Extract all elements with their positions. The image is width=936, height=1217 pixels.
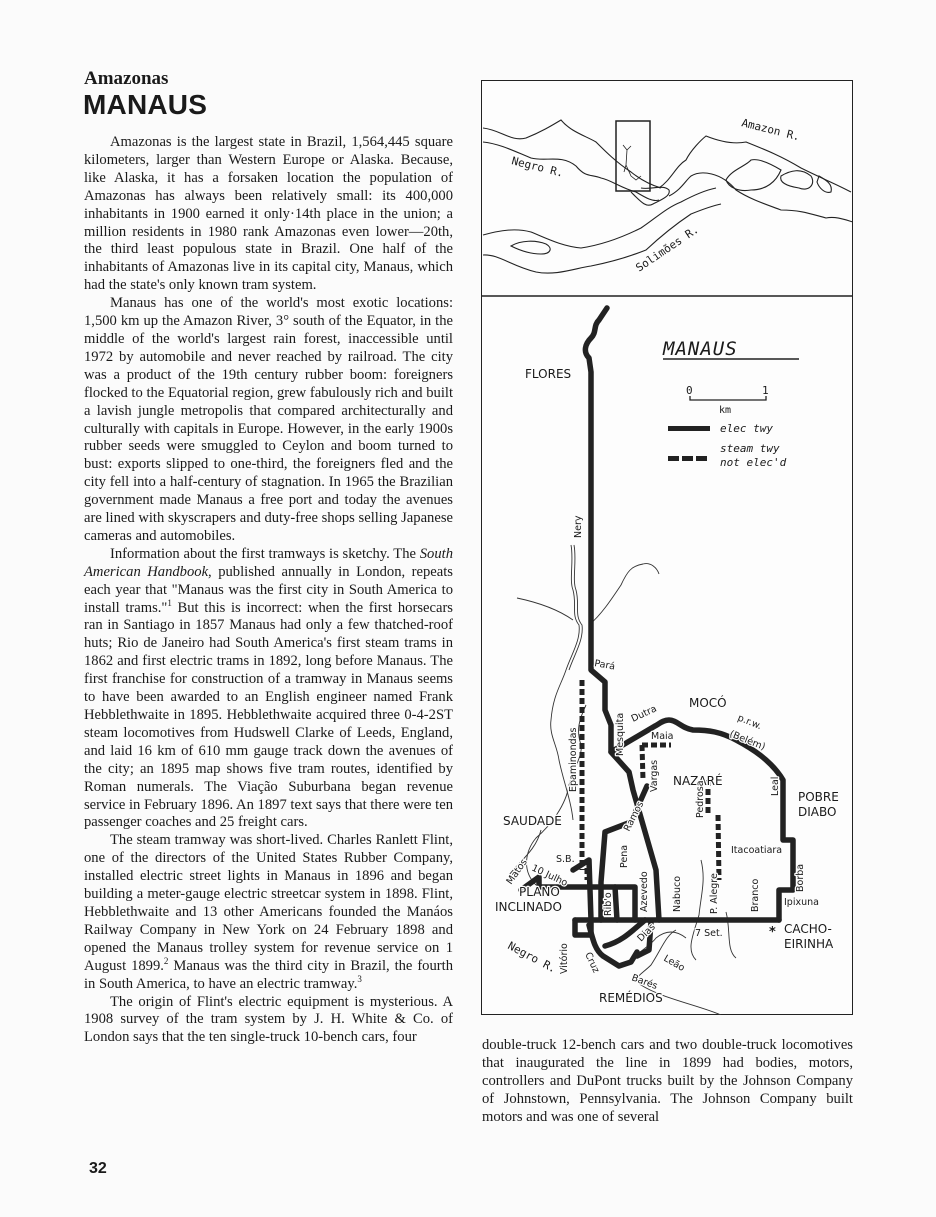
street-matos: Matos (504, 857, 530, 887)
electric-tramway-lines (521, 308, 793, 966)
street-nabuco: Nabuco (672, 875, 683, 912)
legend-steam-label-2: not elec'd (720, 456, 787, 469)
scale-bar (690, 396, 766, 400)
street-cruz: Cruz (582, 950, 602, 975)
section-label: Amazonas (84, 68, 169, 89)
street-branco: Branco (750, 878, 761, 912)
solimoes-river-label: Solimões R. (633, 222, 702, 275)
paragraph: Manaus has one of the world's most exotic locations: 1,500 km up the Amazon River, 3° south of the Equator, in the middle of the world's largest rain forest, inaccessible until 1972 by automobile and never reached by railroad. The city was a product of the 19th century rubber boom: foreigners flocked to the Equatorial region, grew fabulously rich and built a lavish jungle metropolis that compared architecturally and culturally with capitals in Europe. However, in the early 1900s rubber seeds were smuggled to Ceylon and boom turned to bust: exports slipped to one-third, the foreigners fled and the city fell into a half-century of stagnation. In 1965 the Brazilian government made Manaus a free port and today the avenues are lined with skyscrapers and duty-free shops selling Japanese cameras and automobiles. (84, 295, 453, 544)
paragraph-text: The steam tramway was short-lived. Charles Ranlett Flint, one of the directors of the United States Rubber Company, installed electric street lights in Manaus in 1896 and began building a meter-gauge electric streetcar system in 1898. Flint, Hebblethwaite and 13 other Americans founded the Manáos Railway Company in New York on 24 February 1898 and opened the Manaus trolley system for revenue service on 1 August 1899. (84, 832, 453, 974)
solimoes-island (511, 241, 550, 254)
district-plano-inclinado-2: INCLINADO (495, 900, 562, 914)
paragraph: Amazonas is the largest state in Brazil, 1,564,445 square kilometers, larger than Western Europe or Alaska. Because, like Alaska, it has a forsaken location the population of Amazonas has always been relatively small: its 400,000 inhabitants in 1900 earned it only·14th place in the union; a million residents in 1980 rank Amazonas even lower—20th, the third least populous state in Brazil. One half of the inhabitants of Amazonas live in its capital city, Manaus, which had the state's only known tram system. (84, 134, 453, 294)
map-title: MANAUS (663, 338, 738, 360)
district-flores: FLORES (525, 367, 572, 381)
azevedo-link (615, 887, 617, 920)
amazon-island (726, 160, 781, 191)
street-leal: Leal (770, 776, 781, 796)
scale-unit: km (719, 405, 732, 416)
district-cachoeirinha-1: CACHO- (784, 922, 832, 936)
street-sb: S.B. (556, 854, 575, 865)
legend-steam-label: steam twy (720, 442, 780, 455)
street-dutra: Dutra (629, 703, 659, 725)
district-moco: MOCÓ (689, 696, 727, 710)
locator-detail (623, 145, 641, 180)
negro-north-bank (483, 120, 661, 188)
manaus-tram-map (481, 80, 853, 1015)
street-itacoatiara: Itacoatiara (731, 845, 783, 856)
street-azevedo: Azevedo (639, 871, 650, 912)
scale-end: 1 (762, 384, 769, 397)
right-column (482, 1037, 853, 1127)
paragraph (84, 546, 453, 833)
street-borba: Borba (795, 863, 806, 892)
stream (691, 860, 703, 960)
cachoeirinha-marker: * (769, 925, 776, 940)
manaus-locator-box (616, 121, 650, 191)
legend-electric-label: elec twy (720, 422, 773, 435)
street-pena: Pena (619, 844, 630, 868)
amazon-island (781, 171, 813, 189)
street-leao: Leão (661, 953, 687, 974)
street-pedrosa: Pedrosa (695, 780, 706, 818)
district-pobre-diabo-2: DIABO (798, 805, 837, 819)
stream (517, 598, 573, 620)
scale-start: 0 (686, 384, 693, 397)
district-nazare: NAZARÉ (673, 774, 723, 788)
page-number: 32 (89, 1160, 107, 1177)
paragraph-text: Manaus was the third city in Brazil, the fourth in South America, to have an electric tramway. (84, 957, 453, 992)
street-vitorio: Vitório (559, 943, 570, 974)
street-bares: Barés (629, 972, 659, 993)
street-ipixuna: Ipixuna (784, 897, 819, 908)
paragraph: double-truck 12-bench cars and two double-truck locomotives that inaugurated the line in 1899 had bodies, motors, controllers and DuPont trucks built by the Johnson Company of Johnstown, Pennsylvania. The Johnson Company built motors and was one of several (482, 1037, 853, 1125)
legend-electric-swatch (668, 426, 710, 431)
district-saudade: SAUDADE (503, 814, 562, 828)
negro-river-label-main: Negro R. (505, 939, 559, 976)
footnote-ref: 2 (163, 955, 169, 966)
left-column (84, 134, 453, 1047)
street-ramos: Ramos (621, 799, 647, 834)
legend-steam-swatch (668, 456, 707, 461)
book-title: South American Handbook (84, 545, 453, 580)
amazon-river-label: Amazon R. (740, 116, 802, 144)
street-prw: p.r.w. (735, 712, 764, 733)
stream (589, 564, 659, 625)
street-mesquita: Mesquita (615, 712, 626, 756)
footnote-ref: 3 (357, 973, 362, 984)
district-pobre-diabo-1: POBRE (798, 790, 839, 804)
footnote-ref: 1 (167, 597, 172, 608)
amazon-north-bank (659, 136, 851, 192)
negro-river-label: Negro R. (510, 154, 565, 180)
pedrosa-alegre-steam-line (708, 780, 719, 880)
page-title: MANAUS (83, 89, 208, 120)
street-ribo: Rib'o (603, 892, 614, 916)
district-cachoeirinha-2: EIRINHA (784, 937, 834, 951)
street-vargas: Vargas (649, 759, 660, 792)
street-maia: Maia (651, 731, 674, 742)
street-p-alegre: P. Alegre (709, 873, 720, 914)
paragraph-text: But this is incorrect: when the first horsecars ran in Santiago in 1857 Manaus had only a few thatched-roof huts; Rio de Janeiro had South America's first steam trams in 1862 and first electric trams in 1892, long before Manaus. The first franchise for construction of a tramway in Manaus seems to have been awarded to an English engineer named Frank Hebblethwaite in 1895. Hebblethwaite acquired three 0-4-2ST steam locomotives from Hudswell Clarke of Leeds, England, and laid 16 km of 610 mm gauge track down the avenues of the city; an 1895 map shows five tram routes, identified by Roman numerals. The Viação Suburbana began revenue service in February 1896. An 1897 text says that there were ten passenger coaches and 25 freight cars. (84, 599, 453, 831)
street-7-setembro: 7 Set. (695, 928, 723, 939)
street-epaminondas: Epaminondas (568, 727, 579, 792)
paragraph-text: Information about the first tramways is sketchy. The (110, 545, 420, 562)
street-nery: Nery (573, 515, 584, 538)
paragraph: The origin of Flint's electric equipment is mysterious. A 1908 survey of the tram system by J. H. White & Co. of London says that the ten single-truck 10-bench cars, four (84, 993, 453, 1046)
street-belem: (Belém) (727, 728, 767, 753)
district-plano-inclinado-1: PLANO (519, 885, 560, 899)
stream (569, 545, 582, 670)
street-julho: 10 Julho (529, 862, 570, 889)
paragraph (84, 832, 453, 993)
district-labels (495, 367, 839, 1005)
paragraph-text: , published annually in London, repeats each year that "Manaus was the first city in South America to install trams." (84, 563, 453, 616)
street-dias: Dias (635, 921, 658, 945)
street-para: Pará (593, 658, 616, 673)
district-remedios: REMÉDIOS (599, 991, 663, 1005)
